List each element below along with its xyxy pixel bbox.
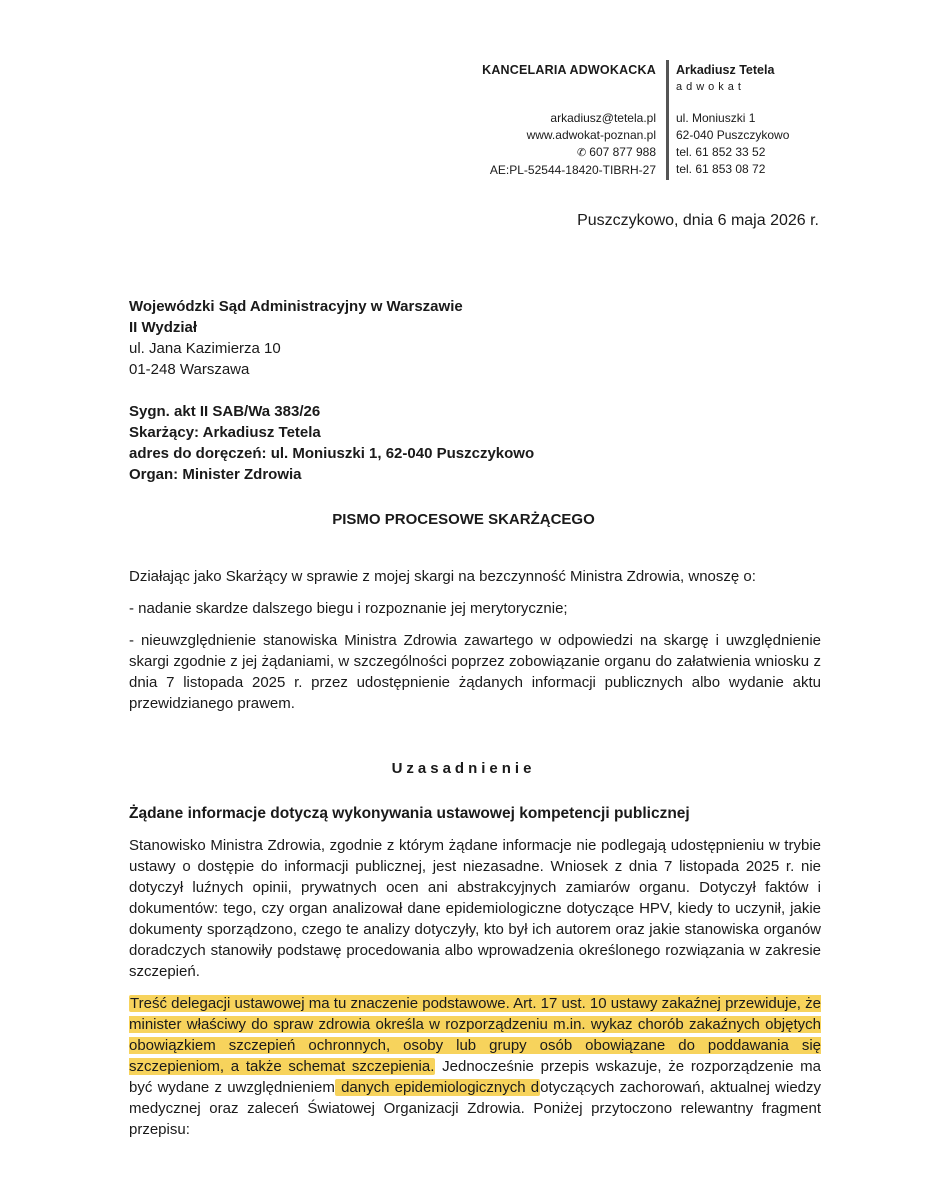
highlighted-text-2: danych epidemiologicznych d	[335, 1079, 540, 1096]
case-authority: Organ: Minister Zdrowia	[129, 466, 302, 483]
paragraph-text-2: otyczących zachorowań, aktualnej wiedzy medycznej oraz zaleceń Światowej Organizacji Zdrowia. Poniżej przytoczono relewantny fragment przepisu:	[129, 1079, 821, 1138]
letterhead-divider	[666, 60, 669, 180]
court-division: II Wydział	[129, 319, 198, 336]
case-details	[129, 401, 821, 485]
paragraph-text: Jednocześnie przepis wskazuje, że rozporządzenie ma być wydane z uwzględnieniem	[129, 1058, 821, 1096]
motions	[129, 566, 821, 725]
motion-item-2: - nieuwzględnienie stanowiska Ministra Zdrowia zawartego w odpowiedzi na skargę i uwzględnienie skargi zgodnie z jej żądaniami, w szczególności poprzez zobowiązanie organu do załatwienia wniosku z dnia 7 listopada 2025 r. przez udostępnienie żądanych informacji publicznych albo wydanie aktu przewidzianego prawem.	[129, 632, 821, 712]
office-street: ul. Moniuszki 1	[676, 111, 756, 125]
letterhead-contacts	[482, 62, 656, 179]
case-service-address: adres do doręczeń: ul. Moniuszki 1, 62-040 Puszczykowo	[129, 445, 535, 462]
document-title: PISMO PROCESOWE SKARŻĄCEGO	[332, 511, 595, 528]
office-tel-1: tel. 61 852 33 52	[676, 145, 766, 159]
case-complainant: Skarżący: Arkadiusz Tetela	[129, 424, 321, 441]
section-title: Żądane informacje dotyczą wykonywania ustawowej kompetencji publicznej	[129, 805, 690, 822]
motion-lead: Działając jako Skarżący w sprawie z mojej skargi na bezczynność Ministra Zdrowia, wnoszę o:	[129, 568, 756, 585]
section-body	[129, 835, 821, 1151]
highlighted-text: Treść delegacji ustawowej ma tu znaczenie podstawowe. Art. 17 ust. 10 ustawy zakaźnej przewiduje, że minister właściwy do spraw zdrowia określa w rozporządzeniu m.in. wykaz chorób zakaźnych objętych obowiązkiem szczepień ochronnych, osoby lub grupy osób obowiązane do poddawania się szczepieniom, a także schemat szczepienia.	[129, 995, 821, 1075]
document-date: Puszczykowo, dnia 6 maja 2026 r.	[577, 212, 819, 229]
firm-name: KANCELARIA ADWOKACKA	[482, 63, 656, 77]
motion-item-1: - nadanie skardze dalszego biegu i rozpoznanie jej merytorycznie;	[129, 600, 568, 617]
phone-number	[482, 144, 656, 162]
ae-address: AE:PL-52544-18420-TIBRH-27	[489, 163, 656, 177]
website-link[interactable]: www.adwokat-poznan.pl	[526, 128, 656, 142]
phone-text: 607 877 988	[589, 145, 656, 159]
office-tel-2: tel. 61 853 08 72	[676, 162, 766, 176]
lawyer-name: Arkadiusz Tetela	[676, 63, 775, 77]
office-city: 62-040 Puszczykowo	[676, 128, 790, 142]
email-link[interactable]: arkadiusz@tetela.pl	[550, 111, 656, 125]
justification-heading: Uzasadnienie	[391, 760, 536, 777]
court-street: ul. Jana Kazimierza 10	[129, 340, 281, 357]
lawyer-role: adwokat	[676, 81, 745, 93]
court-address	[129, 296, 821, 380]
phone-icon: ✆	[577, 147, 587, 159]
section-paragraph-2	[129, 993, 821, 1140]
section-paragraph-1: Stanowisko Ministra Zdrowia, zgodnie z którym żądane informacje nie podlegają udostępnieniu w trybie ustawy o dostępie do informacji publicznej, jest niezasadne. Wniosek z dnia 7 listopada 2025 r. nie dotyczył luźnych opinii, prywatnych ocen ani abstrakcyjnych zamiarów organu. Dotyczył faktów i dokumentów: tego, czy organ analizował dane epidemiologiczne dotyczące HPV, kiedy to uczynił, jakie dokumenty sporządzono, czego te analizy dotyczyły, kto był ich autorem oraz jakie stanowiska organów doradczych stanowiły podstawę procedowania albo wprowadzenia określonego rozwiązania w zakresie szczepień.	[129, 837, 821, 980]
case-signature: Sygn. akt II SAB/Wa 383/26	[129, 403, 321, 420]
letterhead-identity	[676, 62, 789, 178]
court-name: Wojewódzki Sąd Administracyjny w Warszawie	[129, 298, 463, 315]
court-city: 01-248 Warszawa	[129, 361, 250, 378]
